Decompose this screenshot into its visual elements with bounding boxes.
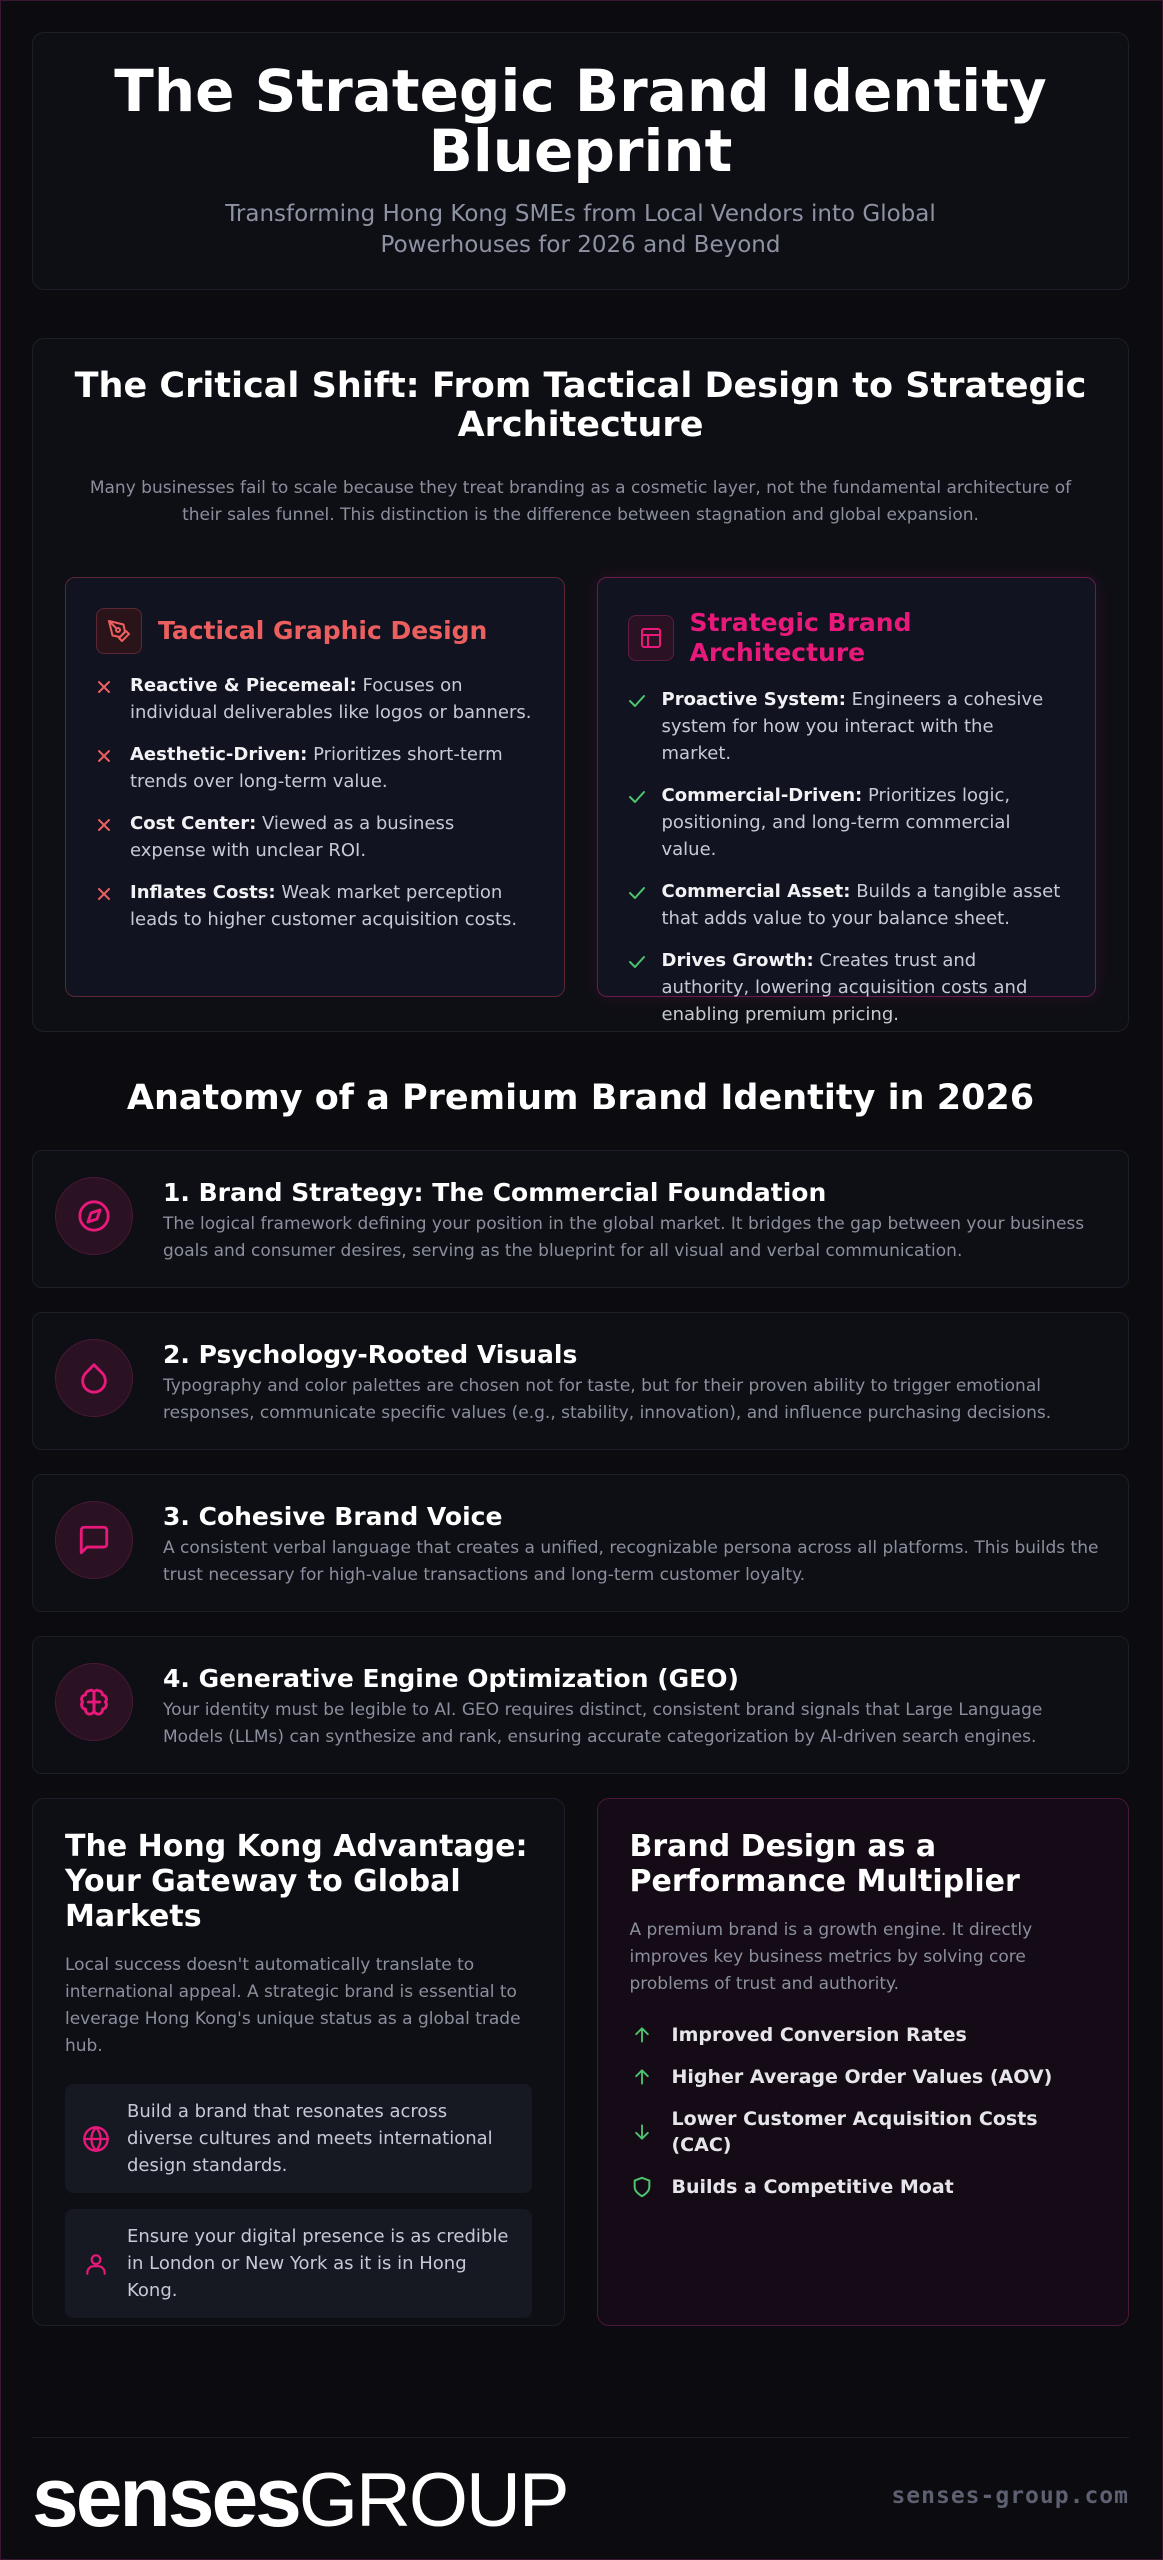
list-item bbox=[628, 686, 1066, 767]
list-item bbox=[96, 879, 534, 933]
metric-label: Higher Average Order Values (AOV) bbox=[671, 2066, 1053, 2088]
item-label: Cost Center: bbox=[130, 813, 257, 834]
metric-item bbox=[630, 2022, 1097, 2048]
logo-bold-text: senses bbox=[32, 2450, 299, 2544]
item-label: Commercial-Driven: bbox=[661, 785, 863, 806]
card-text: Typography and color palettes are chosen not for taste, but for their proven ability to trigger emotional responses, communicate specific values (e.g., stability, innovation), and influence purchasing decisions. bbox=[163, 1376, 1052, 1423]
card-title: 4. Generative Engine Optimization (GEO) bbox=[163, 1664, 739, 1693]
metric-label: Builds a Competitive Moat bbox=[671, 2176, 954, 2198]
item-text: Creates trust and authority, lowering acquisition costs and enabling premium pricing. bbox=[661, 950, 1028, 1025]
brain-icon bbox=[55, 1663, 133, 1741]
compass-icon bbox=[55, 1177, 133, 1255]
card-text: Your identity must be legible to AI. GEO requires distinct, consistent brand signals that Large Language Models (LLMs) can synthesize and rank, ensuring accurate categorization by AI-driven search engines. bbox=[163, 1700, 1043, 1747]
item-label: Commercial Asset: bbox=[661, 881, 851, 902]
page-content bbox=[32, 32, 1129, 2326]
item-text: Prioritizes logic, positioning, and long-term commercial value. bbox=[661, 785, 1011, 860]
anatomy-card bbox=[32, 1636, 1129, 1774]
hk-point bbox=[65, 2084, 532, 2193]
anatomy-card bbox=[32, 1312, 1129, 1450]
check-icon bbox=[628, 878, 648, 932]
hong-kong-advantage-panel bbox=[32, 1798, 565, 2326]
panel-title: The Hong Kong Advantage: Your Gateway to Global Markets bbox=[65, 1829, 528, 1934]
item-text: Builds a tangible asset that adds value to your balance sheet. bbox=[661, 881, 1061, 929]
hk-point bbox=[65, 2209, 532, 2318]
item-text: Prioritizes short-term trends over long-term value. bbox=[130, 744, 503, 792]
x-icon bbox=[96, 879, 116, 933]
arrow-up-icon bbox=[630, 2025, 654, 2045]
pen-tool-icon bbox=[96, 608, 142, 654]
x-icon bbox=[96, 741, 116, 795]
item-text: Engineers a cohesive system for how you interact with the market. bbox=[661, 689, 1044, 764]
arrow-down-icon bbox=[630, 2122, 654, 2142]
hk-point-text: Build a brand that resonates across diverse cultures and meets international design standards. bbox=[127, 2101, 493, 2176]
metric-item bbox=[630, 2064, 1097, 2090]
metric-item bbox=[630, 2174, 1097, 2200]
panel-desc: A premium brand is a growth engine. It directly improves key business metrics by solving core problems of trust and authority. bbox=[629, 1920, 1033, 1994]
item-label: Drives Growth: bbox=[661, 950, 814, 971]
card-title: 2. Psychology-Rooted Visuals bbox=[163, 1340, 578, 1369]
item-text: Viewed as a business expense with unclear ROI. bbox=[130, 813, 455, 861]
list-item bbox=[628, 782, 1066, 863]
arrow-up-icon bbox=[630, 2067, 654, 2087]
card-text: The logical framework defining your position in the global market. It bridges the gap between your business goals and consumer desires, serving as the blueprint for all visual and verbal communication. bbox=[163, 1214, 1085, 1261]
list-item bbox=[628, 878, 1066, 932]
list-item bbox=[96, 741, 534, 795]
droplet-icon bbox=[55, 1339, 133, 1417]
item-label: Aesthetic-Driven: bbox=[130, 744, 308, 765]
anatomy-title: Anatomy of a Premium Brand Identity in 2026 bbox=[126, 1078, 1035, 1118]
message-square-icon bbox=[55, 1501, 133, 1579]
hero-header bbox=[32, 32, 1129, 290]
list-item bbox=[96, 672, 534, 726]
x-icon bbox=[96, 672, 116, 726]
card-text: A consistent verbal language that creates a unified, recognizable persona across all platforms. This builds the trust necessary for high-value transactions and long-term customer loyalty. bbox=[163, 1538, 1099, 1585]
brand-logo[interactable] bbox=[32, 2450, 568, 2544]
metric-item bbox=[630, 2106, 1097, 2158]
check-icon bbox=[628, 782, 648, 863]
user-icon bbox=[81, 2251, 111, 2277]
item-text: Weak market perception leads to higher customer acquisition costs. bbox=[130, 882, 518, 930]
check-icon bbox=[628, 686, 648, 767]
section-title: The Critical Shift: From Tactical Design to Strategic Architecture bbox=[74, 366, 1087, 445]
card-title: 1. Brand Strategy: The Commercial Foundation bbox=[163, 1178, 827, 1207]
strategic-card-title: Strategic Brand Architecture bbox=[689, 608, 912, 667]
anatomy-card bbox=[32, 1474, 1129, 1612]
hk-point-text: Ensure your digital presence is as credible in London or New York as it is in Hong Kong. bbox=[127, 2226, 509, 2301]
item-label: Proactive System: bbox=[661, 689, 846, 710]
globe-icon bbox=[81, 2125, 111, 2153]
x-icon bbox=[96, 810, 116, 864]
item-label: Inflates Costs: bbox=[130, 882, 276, 903]
item-text: Focuses on individual deliverables like logos or banners. bbox=[130, 675, 532, 723]
footer-divider bbox=[32, 2437, 1129, 2438]
website-link[interactable]: senses-group.com bbox=[891, 2483, 1129, 2509]
section-intro: Many businesses fail to scale because they treat branding as a cosmetic layer, not the fundamental architecture of their sales funnel. This distinction is the difference between stagnation and global expansion. bbox=[89, 478, 1072, 525]
critical-shift-section bbox=[32, 338, 1129, 1032]
performance-multiplier-panel bbox=[597, 1798, 1130, 2326]
shield-icon bbox=[630, 2176, 654, 2198]
metric-label: Lower Customer Acquisition Costs (CAC) bbox=[671, 2108, 1038, 2156]
list-item bbox=[628, 947, 1066, 1028]
page-title: The Strategic Brand Identity Blueprint bbox=[114, 57, 1047, 185]
logo-light-text: GROUP bbox=[298, 2458, 568, 2543]
anatomy-card bbox=[32, 1150, 1129, 1288]
page-subtitle: Transforming Hong Kong SMEs from Local Vendors into Global Powerhouses for 2026 and Beyond bbox=[225, 201, 936, 258]
panel-title: Brand Design as a Performance Multiplier bbox=[629, 1829, 1020, 1899]
metric-label: Improved Conversion Rates bbox=[671, 2024, 967, 2046]
card-title: 3. Cohesive Brand Voice bbox=[163, 1502, 503, 1531]
strategic-architecture-card bbox=[597, 577, 1097, 1025]
panel-desc: Local success doesn't automatically translate to international appeal. A strategic brand is essential to leverage Hong Kong's unique status as a global trade hub. bbox=[65, 1955, 521, 2056]
list-item bbox=[96, 810, 534, 864]
item-label: Reactive & Piecemeal: bbox=[130, 675, 357, 696]
anatomy-cards bbox=[32, 1150, 1129, 1774]
tactical-design-card bbox=[65, 577, 565, 997]
tactical-card-title: Tactical Graphic Design bbox=[158, 616, 488, 645]
layout-icon bbox=[628, 615, 674, 661]
check-icon bbox=[628, 947, 648, 1028]
